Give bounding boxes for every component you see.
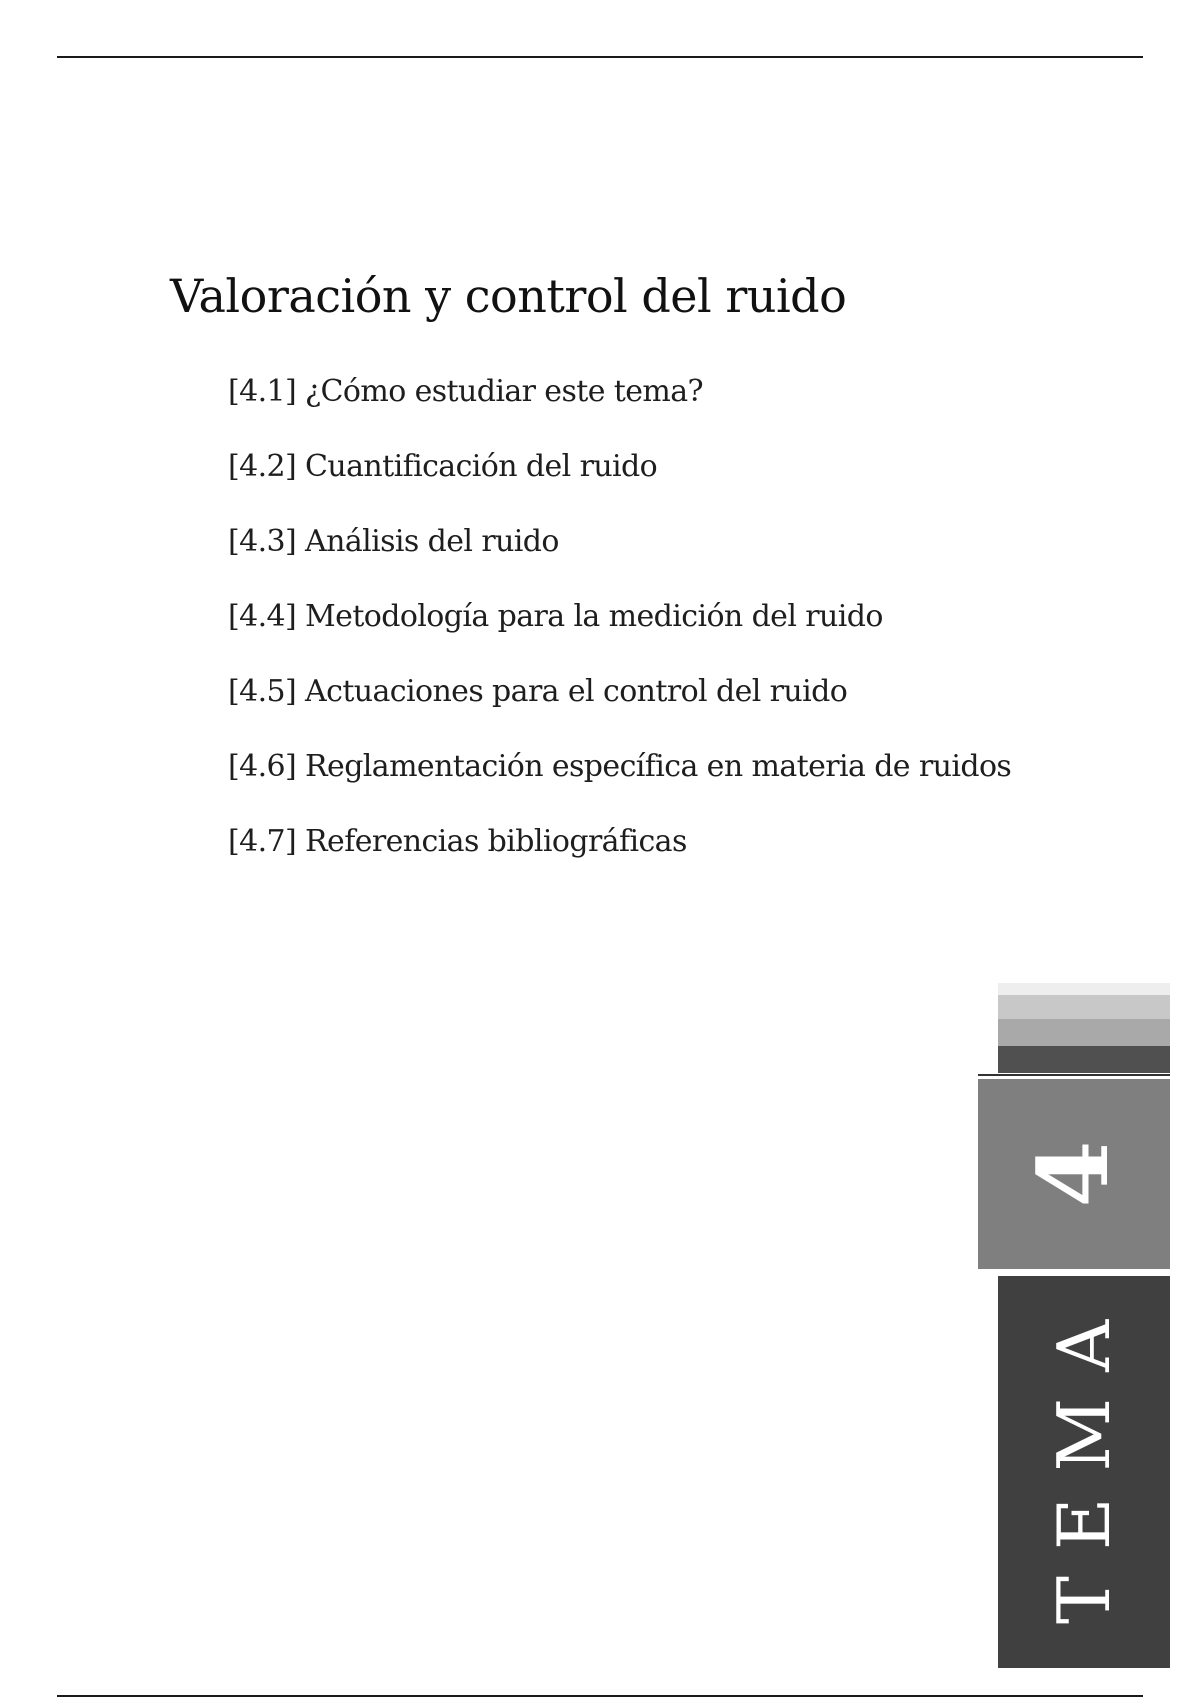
toc-item: [4.7] Referencias bibliográficas [228, 824, 687, 859]
tab-divider-line [978, 1074, 1170, 1076]
toc-item: [4.4] Metodología para la medición del ruido [228, 599, 883, 634]
page-title: Valoración y control del ruido [170, 269, 847, 323]
chapter-number-tab [978, 1079, 1170, 1269]
toc-item: [4.6] Reglamentación específica en materia de ruidos [228, 749, 1012, 784]
chapter-label-tab [998, 1276, 1170, 1668]
header-rule [57, 56, 1143, 58]
tab-stripe-pale [998, 995, 1170, 1019]
tab-stripe-mid [998, 1019, 1170, 1046]
toc-item: [4.5] Actuaciones para el control del ruido [228, 674, 848, 709]
toc-item: [4.2] Cuantificación del ruido [228, 449, 658, 484]
chapter-label: TEMA [1042, 1293, 1126, 1625]
tab-stripe-light [998, 983, 1170, 995]
chapter-number: 4 [1017, 1140, 1130, 1208]
table-of-contents [228, 368, 1011, 893]
toc-item: [4.1] ¿Cómo estudiar este tema? [228, 374, 704, 409]
tab-stripe-dark [998, 1046, 1170, 1073]
toc-item: [4.3] Análisis del ruido [228, 524, 559, 559]
footer-rule [57, 1695, 1143, 1697]
